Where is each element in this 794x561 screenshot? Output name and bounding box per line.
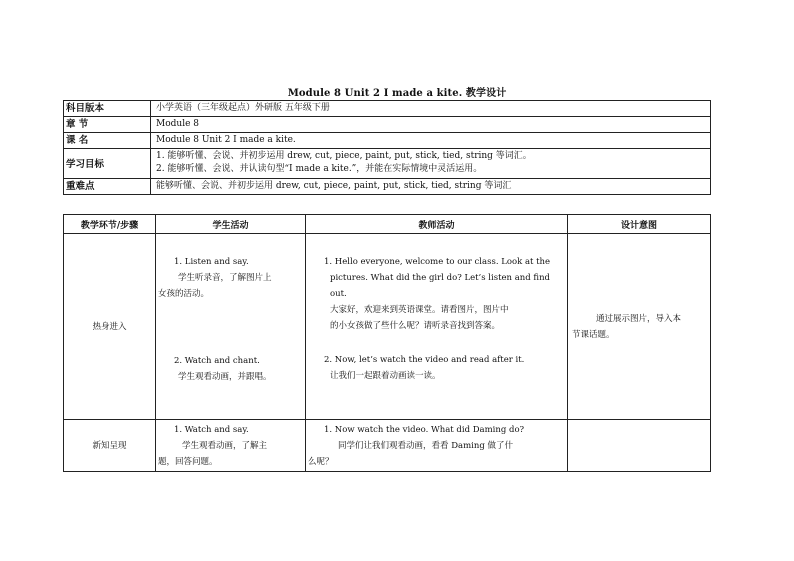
activity-desc: 女孩的活动。 [158, 289, 210, 299]
activity-title: 2. Watch and chant. [174, 356, 260, 366]
activity-title: 1. Listen and say. [174, 257, 249, 267]
teacher-line: pictures. What did the girl do? Let’s listen and find [330, 273, 550, 283]
teacher-line: 同学们让我们观看动画，看看 Daming 做了什 [338, 441, 513, 451]
activity-desc: 题，回答问题。 [158, 457, 218, 467]
teacher-line: out. [330, 289, 347, 299]
info-label: 学习目标 [64, 149, 151, 179]
stage-cell: 新知呈现 [64, 420, 156, 472]
info-label: 科目版本 [64, 101, 151, 117]
teacher-line: 2. Now, let’s watch the video and read after it. [324, 355, 525, 365]
objective-line: 2. 能够听懂、会说、并认读句型“I made a kite.”，并能在实际情境中灵活运用。 [156, 164, 483, 174]
activity-title: 1. Watch and say. [174, 425, 249, 435]
teacher-line: 1. Now watch the video. What did Daming do? [324, 425, 525, 435]
design-intent-cell [568, 420, 711, 472]
plan-header-row [64, 215, 711, 234]
intent-line: 节课话题。 [572, 329, 615, 340]
objective-line: 1. 能够听懂、会说、并初步运用 drew, cut, piece, paint, put, stick, tied, string 等词汇。 [156, 151, 532, 161]
teacher-line: 大家好，欢迎来到英语课堂。请看图片，图片中 [330, 305, 509, 315]
info-label: 章 节 [64, 117, 151, 133]
teacher-line: 的小女孩做了些什么呢？请听录音找到答案。 [330, 321, 501, 331]
teacher-line: 让我们一起跟着动画读一读。 [330, 371, 441, 381]
header-design-intent: 设计意图 [568, 215, 711, 234]
info-row-objectives [64, 149, 711, 179]
info-value: Module 8 [151, 117, 711, 133]
info-value: 能够听懂、会说、并初步运用 drew, cut, piece, paint, put, stick, tied, string 等词汇 [151, 179, 711, 195]
plan-row-presentation [64, 420, 711, 472]
student-activity-cell [156, 420, 306, 472]
plan-row-warmup [64, 234, 711, 420]
lesson-plan-table [63, 214, 711, 472]
stage-cell: 热身进入 [64, 234, 156, 420]
teacher-activity-cell [306, 234, 568, 420]
teacher-line: 1. Hello everyone, welcome to our class. Look at the [324, 257, 551, 267]
info-label: 课 名 [64, 133, 151, 149]
info-value: Module 8 Unit 2 I made a kite. [151, 133, 711, 149]
teacher-activity-cell [306, 420, 568, 472]
course-info-table [63, 100, 711, 195]
header-student-activity: 学生活动 [156, 215, 306, 234]
info-value [151, 149, 711, 179]
document-title: Module 8 Unit 2 I made a kite. 教学设计 [287, 88, 507, 99]
activity-desc: 学生观看动画，并跟唱。 [178, 372, 272, 382]
activity-desc: 学生听录音，了解图片上 [178, 273, 272, 283]
design-intent-cell [568, 234, 711, 420]
activity-desc: 学生观看动画，了解主 [182, 441, 268, 451]
header-stage: 教学环节/步骤 [64, 215, 156, 234]
teacher-line: 么呢？ [308, 457, 334, 467]
info-row-lesson [64, 133, 711, 149]
info-value: 小学英语（三年级起点）外研版 五年级下册 [151, 101, 711, 117]
info-label: 重难点 [64, 179, 151, 195]
student-activity-cell [156, 234, 306, 420]
info-row-subject [64, 101, 711, 117]
intent-line: 通过展示图片，导入本 [596, 313, 682, 324]
header-teacher-activity: 教师活动 [306, 215, 568, 234]
info-row-keypoints [64, 179, 711, 195]
info-row-chapter [64, 117, 711, 133]
